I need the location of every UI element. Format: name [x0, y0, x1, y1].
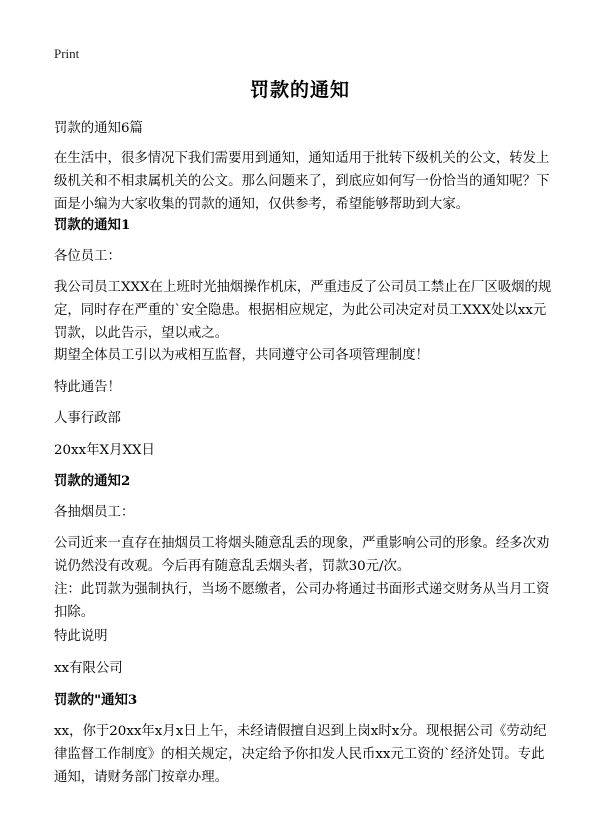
notice1-greeting: 各位员工： [54, 249, 121, 264]
notice1-date: 20xx年X月XX日 [54, 443, 155, 458]
notice3-heading: 罚款的"通知3 [54, 692, 138, 708]
notice3-body: xx，你于20xx年x月x日上午，未经请假擅自迟到上岗x时x分。现根据公司《劳动纪律监督工作制度》的相关规定，决定给予你扣发人民币xx元工资的`经济处罚。专此通知，请财务部门按章办理。 [54, 724, 547, 785]
print-label: Print [54, 46, 80, 61]
notice1-body: 我公司员工XXX在上班时光抽烟操作机床，严重违反了公司员工禁止在厂区吸烟的规定，同时存在严重的`安全隐患。根据相应规定，为此公司决定对员工XXX处以xx元罚款，以此告示，望以戒之。 [54, 280, 552, 341]
notice1-heading: 罚款的通知1 [54, 217, 131, 233]
page-title: 罚款的通知 [249, 79, 350, 101]
notice2-note: 注：此罚款为强制执行，当场不愿缴者，公司办将通过书面形式递交财务从当月工资扣除。 [54, 582, 550, 620]
notice2-greeting: 各抽烟员工： [54, 505, 135, 520]
notice2-company: xx有限公司 [54, 661, 123, 676]
document-subtitle: 罚款的通知6篇 [54, 121, 143, 136]
notice1-expectation: 期望全体员工引以为戒相互监督，共同遵守公司各项管理制度！ [54, 348, 429, 363]
intro-paragraph: 在生活中，很多情况下我们需要用到通知，通知适用于批转下级机关的公文，转发上级机关和不相隶属机关的公文。那么问题来了，到底应如何写一份恰当的通知呢？下面是小编为大家收集的罚款的通知，仅供参考，希望能够帮助到大家。 [54, 151, 550, 212]
notice1-announcement: 特此通告！ [54, 380, 121, 395]
notice2-body: 公司近来一直存在抽烟员工将烟头随意乱丢的现象，严重影响公司的形象。经多次劝说仍然没有改观。今后再有随意乱丢烟头者，罚款30元/次。 [54, 536, 550, 574]
notice1-department: 人事行政部 [54, 411, 121, 426]
notice2-heading: 罚款的通知2 [54, 473, 131, 489]
notice2-explanation: 特此说明 [54, 629, 108, 644]
